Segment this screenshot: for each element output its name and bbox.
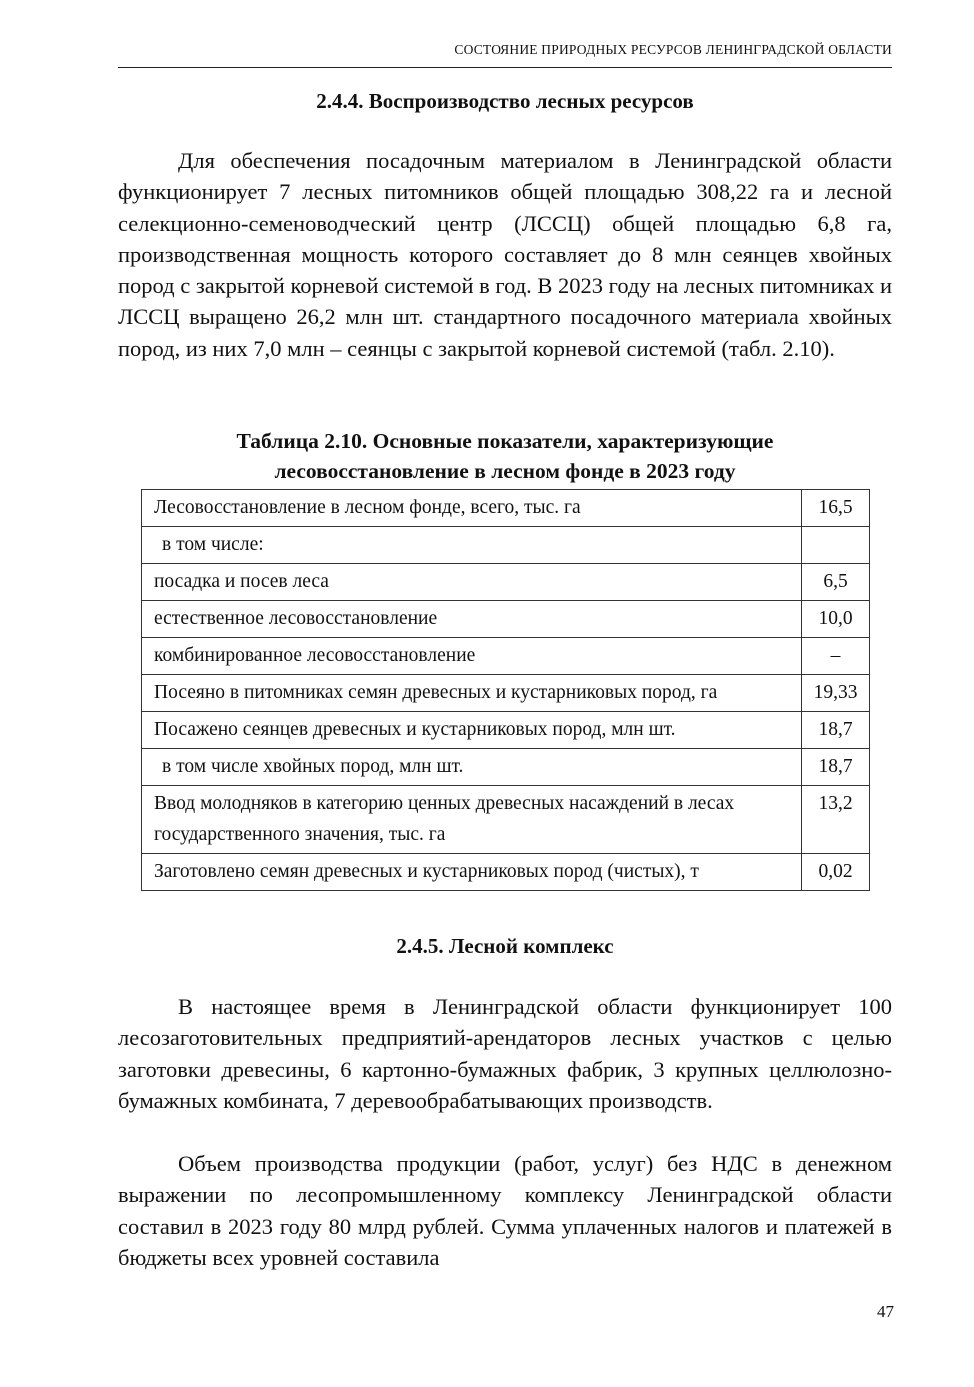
row-value: 18,7 <box>802 712 870 749</box>
forest-restoration-table <box>141 489 870 891</box>
table-row <box>142 786 870 854</box>
section-heading-2-4-4: 2.4.4. Воспроизводство лесных ресурсов <box>316 89 694 113</box>
table-row <box>142 749 870 786</box>
section-heading-2-4-5: 2.4.5. Лесной комплекс <box>396 934 614 958</box>
section-2-4-5-paragraph-2 <box>118 1148 892 1273</box>
table-title-line-2: лесовосстановление в лесном фонде в 2023 году <box>274 459 736 483</box>
row-label: Посажено сеянцев древесных и кустарниковых пород, млн шт. <box>142 712 802 749</box>
table-row <box>142 638 870 675</box>
row-label: Заготовлено семян древесных и кустарниковых пород (чистых), т <box>142 854 802 891</box>
table-row <box>142 564 870 601</box>
table-row <box>142 854 870 891</box>
section-2-4-4-paragraph <box>118 145 892 364</box>
row-value: 19,33 <box>802 675 870 712</box>
row-label: Лесовосстановление в лесном фонде, всего, тыс. га <box>142 490 802 527</box>
table-title-line-1: Таблица 2.10. Основные показатели, характеризующие <box>236 429 774 453</box>
row-label: естественное лесовосстановление <box>142 601 802 638</box>
page-number: 47 <box>877 1302 894 1321</box>
row-value: 6,5 <box>802 564 870 601</box>
row-value <box>802 527 870 564</box>
row-label: Ввод молодняков в категорию ценных древесных насаждений в лесах государственного значения, тыс. га <box>142 786 802 854</box>
table-row <box>142 490 870 527</box>
row-label: комбинированное лесовосстановление <box>142 638 802 675</box>
running-header: СОСТОЯНИЕ ПРИРОДНЫХ РЕСУРСОВ ЛЕНИНГРАДСКОЙ ОБЛАСТИ <box>454 42 892 57</box>
row-value: 10,0 <box>802 601 870 638</box>
paragraph-text: Объем производства продукции (работ, услуг) без НДС в денежном выражении по лесопромышленному комплексу Ленинградской области составил в 2023 году 80 млрд рублей. Сумма уплаченных налогов и платежей в бюджеты всех уровней составила <box>118 1151 892 1270</box>
section-2-4-5-paragraph-1 <box>118 991 892 1116</box>
row-value: – <box>802 638 870 675</box>
row-value: 13,2 <box>802 786 870 854</box>
table-row <box>142 712 870 749</box>
row-value: 18,7 <box>802 749 870 786</box>
table-row <box>142 527 870 564</box>
row-value: 16,5 <box>802 490 870 527</box>
row-label: Посеяно в питомниках семян древесных и кустарниковых пород, га <box>142 675 802 712</box>
row-label: в том числе: <box>142 527 802 564</box>
row-value: 0,02 <box>802 854 870 891</box>
table-title <box>118 426 892 486</box>
row-label: посадка и посев леса <box>142 564 802 601</box>
table-row <box>142 675 870 712</box>
row-label: в том числе хвойных пород, млн шт. <box>142 749 802 786</box>
header-divider <box>118 67 892 68</box>
table-row <box>142 601 870 638</box>
paragraph-text: Для обеспечения посадочным материалом в Ленинградской области функционирует 7 лесных питомников общей площадью 308,22 га и лесной селекционно-семеноводческий центр (ЛССЦ) общей площадью 6,8 га, производственная мощность которого составляет до 8 млн сеянцев хвойных пород с закрытой корневой системой в год. В 2023 году на лесных питомниках и ЛССЦ выращено 26,2 млн шт. стандартного посадочного материала хвойных пород, из них 7,0 млн – сеянцы с закрытой корневой системой (табл. 2.10). <box>118 148 892 361</box>
paragraph-text: В настоящее время в Ленинградской области функционирует 100 лесозаготовительных предприятий-арендаторов лесных участков с целью заготовки древесины, 6 картонно-бумажных фабрик, 3 крупных целлюлозно-бумажных комбината, 7 деревообрабатывающих производств. <box>118 994 892 1113</box>
